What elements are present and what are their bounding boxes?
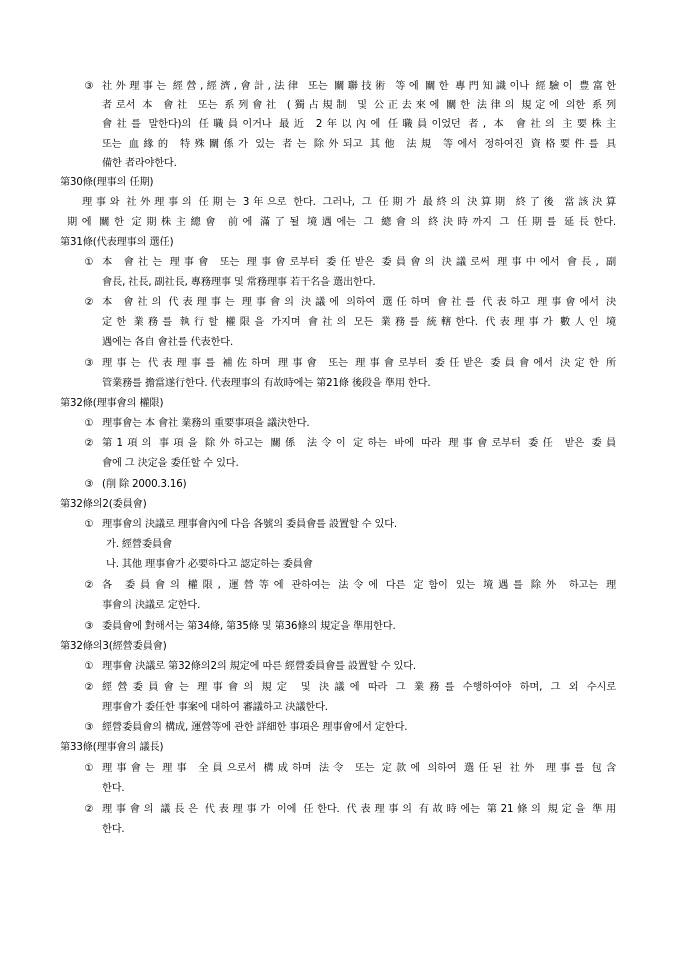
item-marker: ② — [84, 682, 94, 693]
sub-item-line: 나. 其他 理事會가 必要하다고 認定하는 委員會 — [106, 559, 313, 570]
item-text-line: 理事會의 決議로 理事會內에 다음 各號의 委員會를 設置할 수 있다. — [102, 519, 397, 530]
item-text-line: 理事會는 理事 全員으로서 構成하며 法令 또는 定款에 의하여 選任된 社外 理事를 包含 — [102, 763, 616, 774]
article-heading: 第30條(理事의 任期) — [60, 177, 154, 188]
item-text-line: 備한 者라야한다. — [102, 158, 177, 169]
article-heading: 第31條(代表理事의 選任) — [60, 237, 174, 248]
item-text-line: 理事는 代表理事를 補佐하며 理事會 또는 理事會로부터 委任받은 委員會에서 決定한 所 — [102, 358, 616, 369]
item-text-line: 한다. — [102, 783, 125, 794]
item-text-line: 事會의 決議로 定한다. — [102, 600, 201, 611]
item-marker: ② — [84, 804, 94, 815]
item-text-line: 會長, 社長, 副社長, 專務理事 및 常務理事 若干名을 選出한다. — [102, 277, 376, 288]
item-text-line: 本 會社의 代表理事는 理事會의 決議에 의하여 選任하며 會社를 代表하고 理事會에서 決 — [102, 297, 616, 308]
item-marker: ① — [84, 763, 94, 774]
sub-item-line: 가. 經營委員會 — [106, 539, 173, 550]
item-marker: ③ — [84, 479, 94, 490]
item-text-line: 會社를 말한다)의 任職員이거나 最近 2年以內에 任職員이었던 者, 本 會社의 主要株主 — [102, 119, 616, 130]
article-heading: 第32條의2(委員會) — [60, 499, 147, 510]
item-text-line: 經營委員會는 理事會의 規定 및 決議에 따라 그 業務를 수행하여야 하며, 그 외 수시로 — [102, 682, 616, 693]
item-text-line: 各 委員會의 權限, 運營等에 관하여는 法令에 다른 定함이 있는 境遇를 除外 하고는 理 — [102, 580, 616, 591]
article-heading: 第33條(理事會의 議長) — [60, 742, 164, 753]
item-marker: ① — [84, 418, 94, 429]
article-heading: 第32條의3(經營委員會) — [60, 641, 167, 652]
item-marker: ③ — [84, 722, 94, 733]
item-text-line: 本 會社는 理事會 또는 理事會로부터 委任받은 委員會의 決議로써 理事中에서 會長, 副 — [102, 257, 616, 268]
item-text-line: 會에 그 決定을 委任할 수 있다. — [102, 458, 239, 469]
item-text-line: 理事會의 議長은 代表理事가 이에 任한다. 代表理事의 有故時에는 第21條의 規定을 準用 — [102, 804, 616, 815]
item-text-line: 理事會는 本 會社 業務의 重要事項을 議決한다. — [102, 418, 310, 429]
article-body-line: 期에 關한 定期株主總會 前에 滿了될 境遇에는 그 總會의 終決時까지 그 任期를 延長한다. — [67, 217, 616, 228]
item-marker: ③ — [84, 621, 94, 632]
item-text-line: 또는 血緣的 特殊關係가 있는 者는 除外되고 其他 法規 等에서 정하여진 資格要件를 具 — [102, 139, 616, 150]
item-text-line: 社外理事는 經營,經濟,會計,法律 또는 關聯技術 等에 關한 專門知識이나 經驗이 豊富한 — [102, 81, 616, 92]
item-marker: ② — [84, 297, 94, 308]
item-text-line: 理事會 決議로 第32條의2의 規定에 따른 經營委員會를 設置할 수 있다. — [102, 661, 416, 672]
item-text-line: 經營委員會의 構成, 運營等에 관한 詳細한 事項은 理事會에서 定한다. — [102, 722, 408, 733]
item-marker: ③ — [84, 358, 94, 369]
item-text-line: 管業務를 擔當遂行한다. 代表理事의 有故時에는 第21條 後段을 準用 한다. — [102, 378, 431, 389]
item-text-line: 理事會가 委任한 事案에 대하여 審議하고 決議한다. — [102, 702, 328, 713]
article-heading: 第32條(理事會의 權限) — [60, 398, 164, 409]
item-marker: ② — [84, 438, 94, 449]
item-text-line: 委員會에 對해서는 第34條, 第35條 및 第36條의 規定을 準用한다. — [102, 621, 396, 632]
item-text-line: 者로서 本 會社 또는 系列會社 (獨占規制 및 公正去來에 關한 法律의 規定에 의한 系列 — [102, 100, 616, 111]
item-marker: ① — [84, 661, 94, 672]
article-body-line: 理事와 社外理事의 任期는 3年으로 한다. 그러나, 그 任期가 最終의 決算期 終了後 當該決算 — [82, 197, 616, 208]
item-marker: ① — [84, 257, 94, 268]
item-text-line: 遇에는 各自 會社를 代表한다. — [102, 337, 234, 348]
item-marker: ① — [84, 519, 94, 530]
item-text-line: 定한 業務를 執行할 權限을 가지며 會社의 모든 業務를 統轄한다. 代表理事가 數人인 境 — [102, 317, 616, 328]
item-text-line: (削 除 2000.3.16) — [102, 479, 187, 490]
item-text-line: 第1項의 事項을 除外하고는 關係 法令이 定하는 바에 따라 理事會로부터 委任 받은 委員 — [102, 438, 616, 449]
item-marker: ② — [84, 580, 94, 591]
item-marker: ③ — [84, 81, 94, 92]
item-text-line: 한다. — [102, 824, 125, 835]
